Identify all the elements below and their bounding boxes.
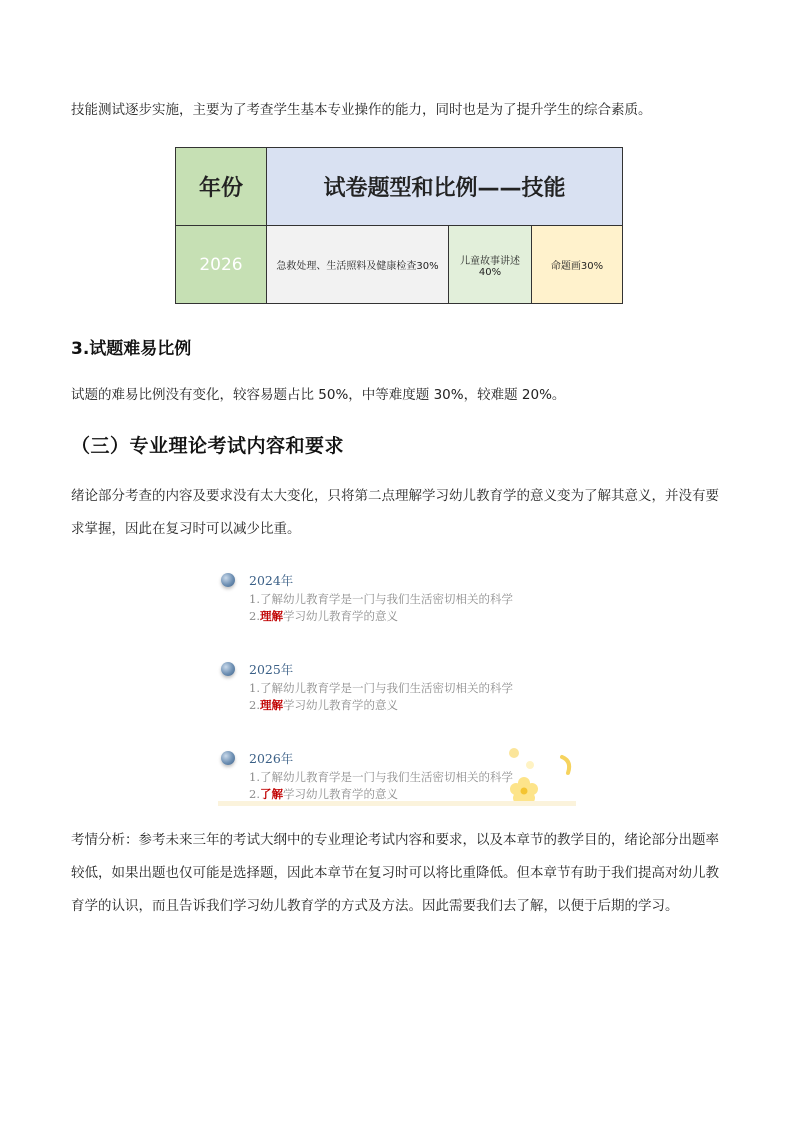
timeline-year: 2024年 bbox=[249, 573, 294, 588]
row-year: 2026 bbox=[176, 226, 267, 304]
timeline-floor-strip bbox=[218, 801, 576, 806]
cell-drawing: 命题画30% bbox=[532, 226, 623, 304]
header-year: 年份 bbox=[176, 148, 267, 226]
highlight-word: 理解 bbox=[259, 609, 283, 623]
cell-first-aid: 急救处理、生活照料及健康检查30% bbox=[267, 226, 449, 304]
intro-paragraph: 技能测试逐步实施，主要为了考查学生基本专业操作的能力，同时也是为了提升学生的综合素质。 bbox=[71, 102, 652, 118]
timeline-line-1: 1.了解幼儿教育学是一门与我们生活密切相关的科学 bbox=[249, 770, 513, 784]
highlight-word: 了解 bbox=[259, 787, 283, 801]
header-question-type: 试卷题型和比例——技能 bbox=[267, 148, 623, 226]
timeline-line-1: 1.了解幼儿教育学是一门与我们生活密切相关的科学 bbox=[249, 681, 513, 695]
syllabus-timeline bbox=[218, 565, 576, 810]
bullet-dot-icon bbox=[221, 751, 235, 765]
cell-storytelling: 儿童故事讲述40% bbox=[449, 226, 532, 304]
timeline-line-2: 2.理解学习幼儿教育学的意义 bbox=[249, 609, 398, 623]
timeline-year: 2025年 bbox=[249, 662, 294, 677]
bullet-dot-icon bbox=[221, 662, 235, 676]
bullet-dot-icon bbox=[221, 573, 235, 587]
highlight-word: 理解 bbox=[259, 698, 283, 712]
timeline-line-2: 2.理解学习幼儿教育学的意义 bbox=[249, 698, 398, 712]
skill-exam-table bbox=[175, 147, 623, 304]
timeline-line-1: 1.了解幼儿教育学是一门与我们生活密切相关的科学 bbox=[249, 592, 513, 606]
section-heading-theory: （三）专业理论考试内容和要求 bbox=[71, 435, 345, 457]
analysis-paragraph: 考情分析：参考未来三年的考试大纲中的专业理论考试内容和要求，以及本章节的教学目的，绪论部分出题率较低，如果出题也仅可能是选择题，因此本章节在复习时可以将比重降低。但本章节有助于我们提高对幼儿教育学的认识，而且告诉我们学习幼儿教育学的方式及方法。因此需要我们去了解，以便于后期的学习。 bbox=[71, 832, 719, 914]
flower-decoration-icon bbox=[500, 743, 576, 807]
difficulty-paragraph: 试题的难易比例没有变化，较容易题占比 50%，中等难度题 30%，较难题 20%。 bbox=[71, 387, 566, 403]
timeline-year: 2026年 bbox=[249, 751, 294, 766]
table-header-row bbox=[176, 148, 623, 226]
theory-paragraph: 绪论部分考查的内容及要求没有太大变化，只将第二点理解学习幼儿教育学的意义变为了解其意义，并没有要求掌握，因此在复习时可以减少比重。 bbox=[71, 488, 719, 537]
section-heading-difficulty: 3.试题难易比例 bbox=[71, 339, 192, 359]
timeline-line-2: 2.了解学习幼儿教育学的意义 bbox=[249, 787, 398, 801]
table-row bbox=[176, 226, 623, 304]
